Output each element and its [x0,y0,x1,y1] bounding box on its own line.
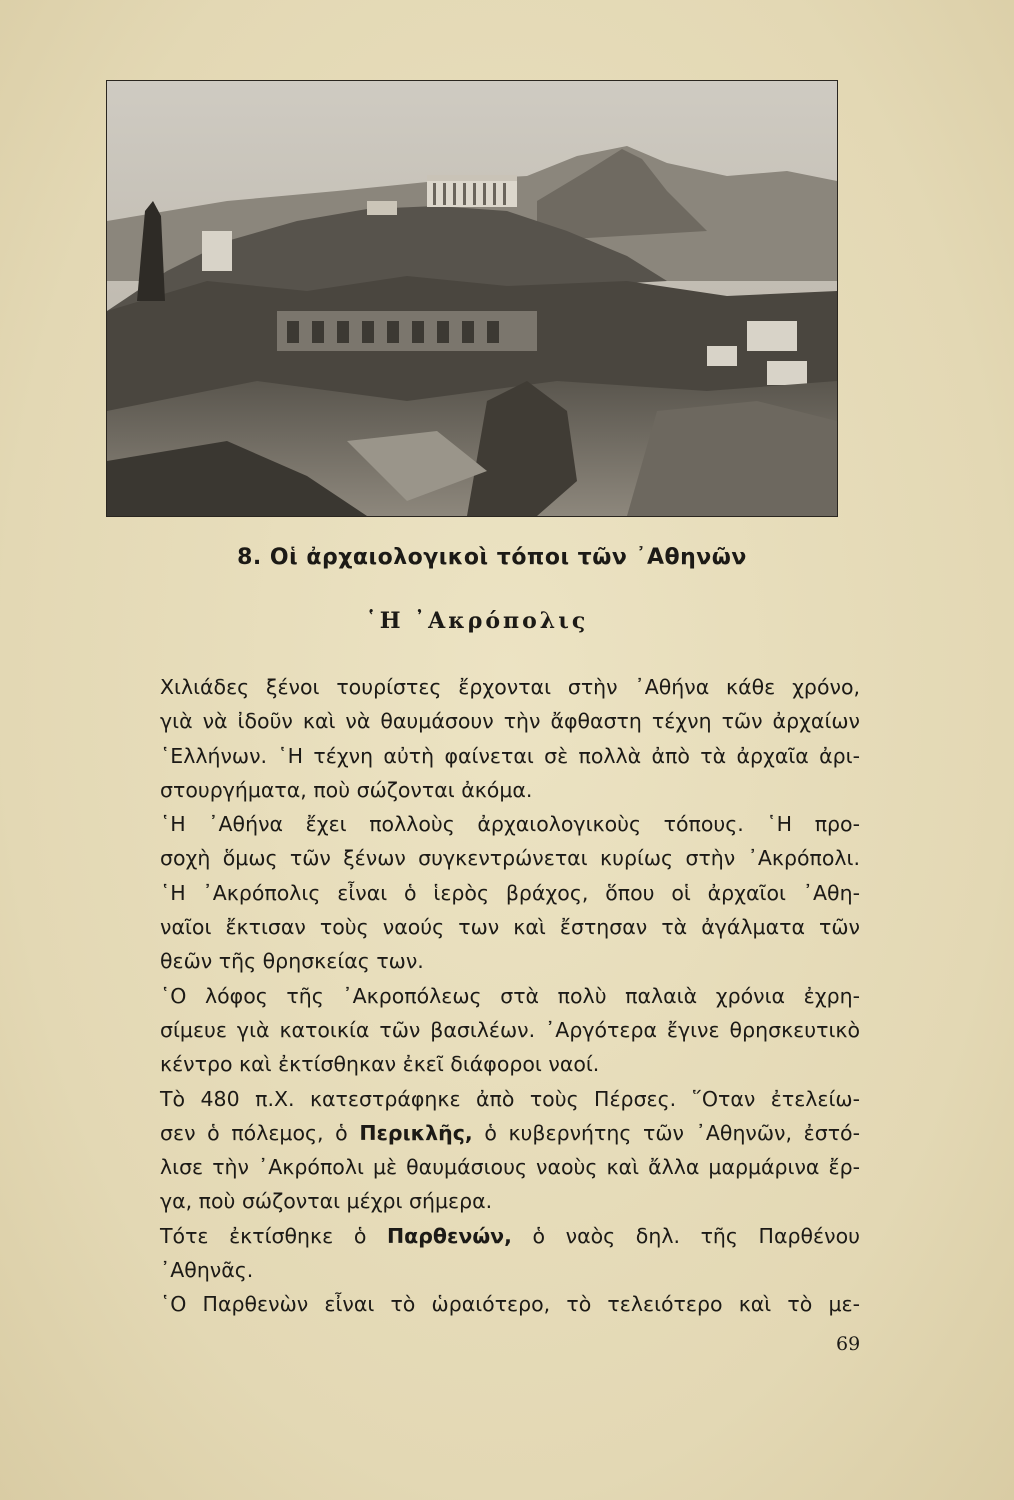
text-fragment: ὁ ναὸς δηλ. τῆς Παρθένου [532,1223,860,1248]
text-line: γιὰ νὰ ἰδοῦν καὶ νὰ θαυμάσουν τὴν ἄφθαστη τέχνη τῶν ἀρχαίων [160,709,860,734]
text-fragment: σεν ὁ πόλεμος, ὁ [160,1120,348,1145]
text-line: λισε τὴν ᾿Ακρόπολι μὲ θαυμάσιους ναοὺς καὶ ἄλλα μαρμάρινα ἔρ- [160,1155,860,1180]
text-fragment: Τότε ἐκτίσθηκε ὁ [160,1223,367,1248]
chapter-title: 8. Οἱ ἀρχαιολογικοὶ τόποι τῶν ᾿Αθηνῶν [237,545,747,570]
text-line: γα, ποὺ σώζονται μέχρι σήμερα. [160,1189,493,1214]
text-fragment: ὁ κυβερνήτης τῶν ᾿Αθηνῶν, ἐστό- [484,1120,860,1145]
text-line: κέντρο καὶ ἐκτίσθηκαν ἐκεῖ διάφοροι ναοί. [160,1052,600,1077]
text-line: σοχὴ ὅμως τῶν ξένων συγκεντρώνεται κυρίως στὴν ᾿Ακρόπολι. [160,846,860,871]
name-parthenon: Παρθενών, [386,1223,512,1248]
text-line: Χιλιάδες ξένοι τουρίστες ἔρχονται στὴν ᾿Αθήνα κάθε χρόνο, [160,675,860,699]
text-line: ῾Η ᾿Ακρόπολις εἶναι ὁ ἱερὸς βράχος, ὅπου οἱ ἀρχαῖοι ᾿Αθη- [160,880,860,905]
text-line [160,1219,860,1253]
name-pericles: Περικλῆς, [359,1120,473,1145]
text-line: ῾Η ᾿Αθήνα ἔχει πολλοὺς ἀρχαιολογικοὺς τόπους. ῾Η προ- [160,812,860,837]
text-line: ναῖοι ἔκτισαν τοὺς ναούς των καὶ ἔστησαν τὰ ἀγάλματα τῶν [160,915,860,940]
body-text [160,670,860,1322]
page-number: 69 [836,1333,861,1355]
acropolis-photograph [106,80,838,517]
text-line: στουργήματα, ποὺ σώζονται ἀκόμα. [160,777,533,802]
text-line: ᾿Αθηνᾶς. [160,1258,254,1283]
text-line: ῾Ο Παρθενὼν εἶναι τὸ ὡραιότερο, τὸ τελειότερο καὶ τὸ με- [160,1292,860,1317]
text-line: ῾Ο λόφος τῆς ᾿Ακροπόλεως στὰ πολὺ παλαιὰ χρόνια ἐχρη- [160,983,860,1008]
text-line: Τὸ 480 π.Χ. κατεστράφηκε ἀπὸ τοὺς Πέρσες. ῞Οταν ἐτελείω- [160,1086,860,1111]
text-line [160,1116,860,1150]
section-subtitle: ῾Η ᾿Ακρόπολις [365,608,589,634]
text-line: θεῶν τῆς θρησκείας των. [160,949,424,974]
text-line: ῾Ελλήνων. ῾Η τέχνη αὐτὴ φαίνεται σὲ πολλὰ ἀπὸ τὰ ἀρχαῖα ἀρι- [160,743,860,768]
acropolis-photo-drawing [107,81,837,516]
text-line: σίμευε γιὰ κατοικία τῶν βασιλέων. ᾿Αργότερα ἔγινε θρησκευτικὸ [160,1017,860,1042]
